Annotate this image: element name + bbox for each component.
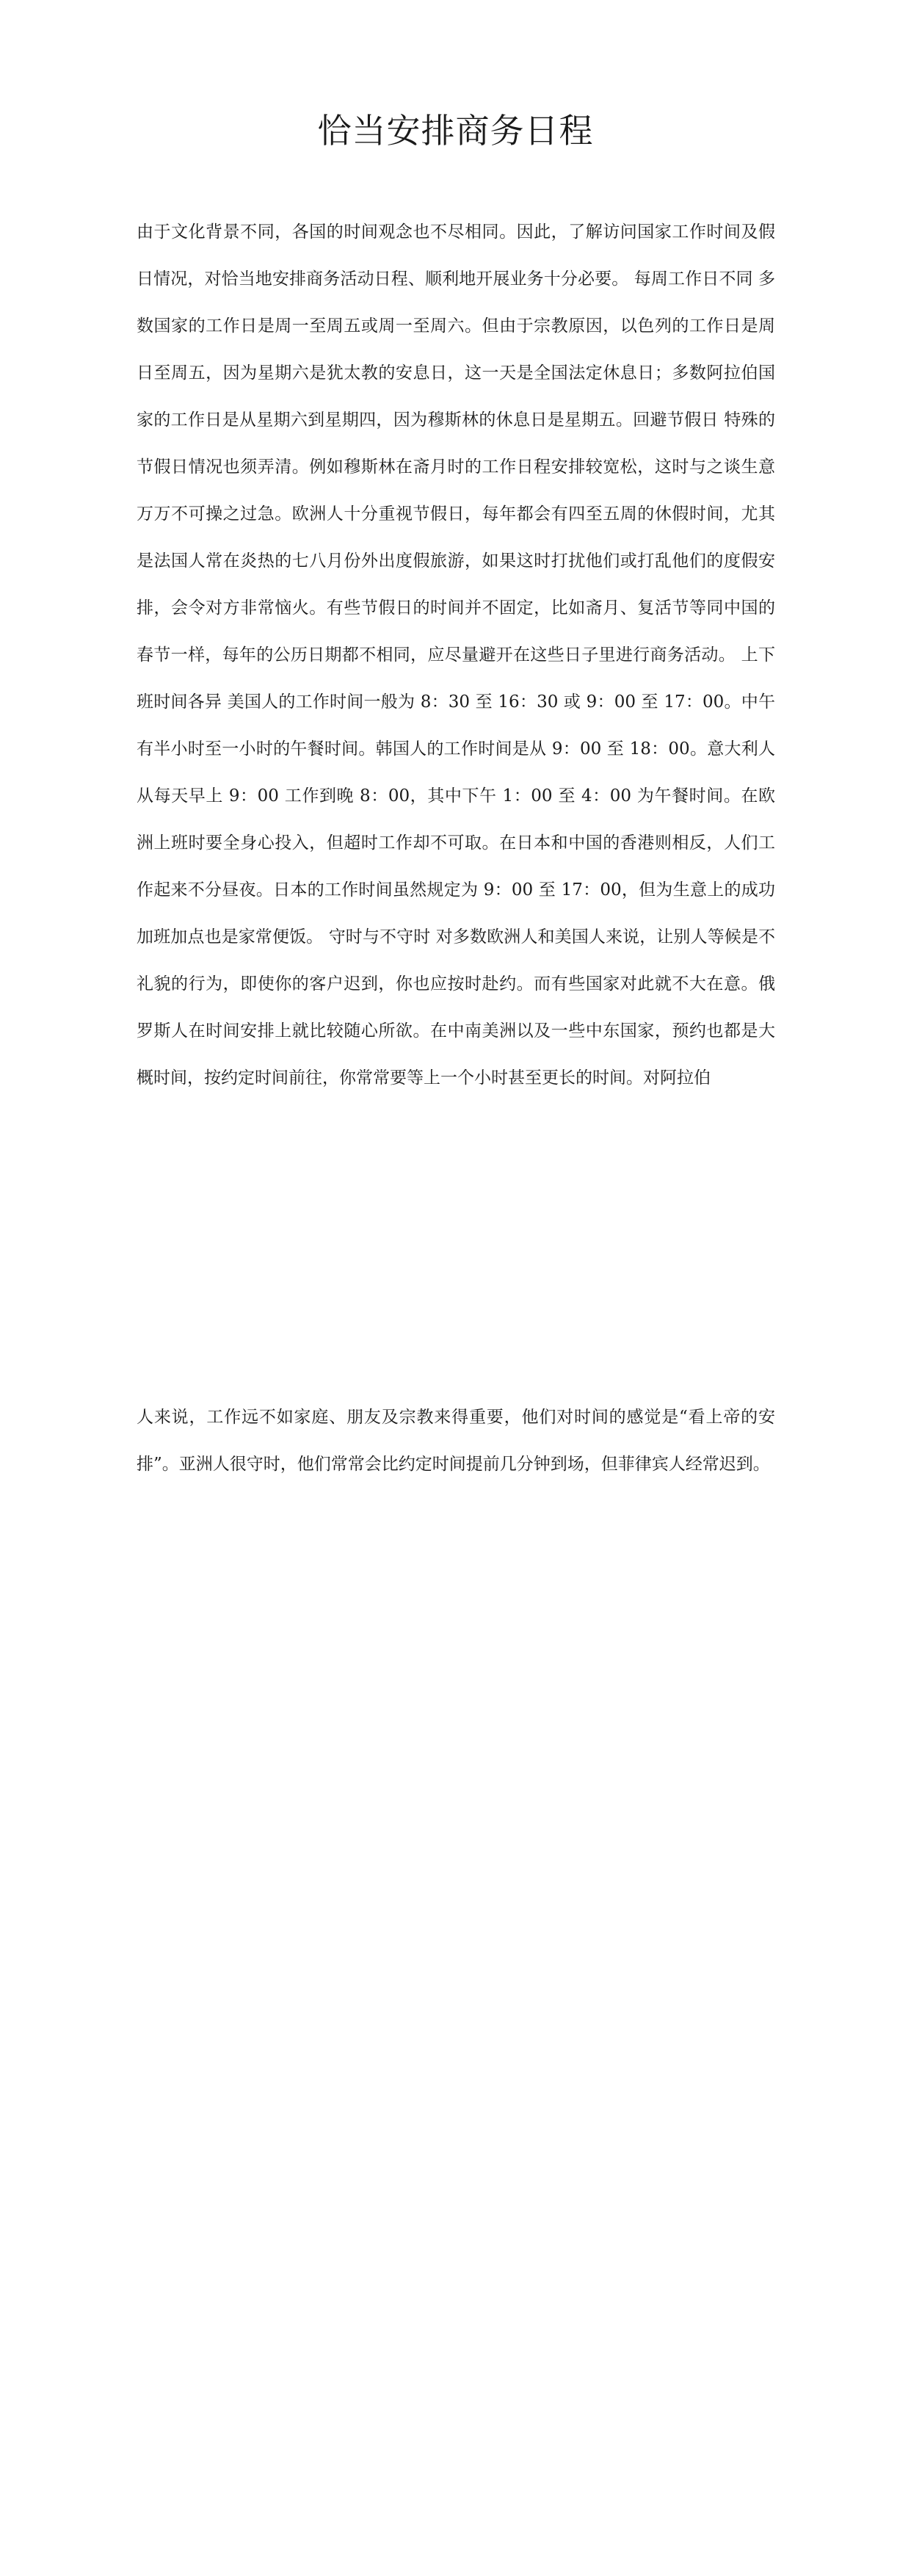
document-title: 恰当安排商务日程: [317, 111, 594, 151]
body-paragraph-2: 人来说，工作远不如家庭、朋友及宗教来得重要，他们对时间的感觉是“看上帝的安排”。亚洲人很守时，他们常常会比约定时间提前几分钟到场，但菲律宾人经常迟到。: [137, 1408, 775, 1474]
body-paragraph-1: 由于文化背景不同，各国的时间观念也不尽相同。因此，了解访问国家工作时间及假日情况，对恰当地安排商务活动日程、顺利地开展业务十分必要。 每周工作日不同 多数国家的工作日是周一至周五或周一至周六。但由于宗教原因，以色列的工作日是周日至周五，因为星期六是犹太教的安息日，这一天是全国法定休息日；多数阿拉伯国家的工作日是从星期六到星期四，因为穆斯林的休息日是星期五。回避节假日 特殊的节假日情况也须弄清。例如穆斯林在斋月时的工作日程安排较宽松，这时与之谈生意万万不可操之过急。欧洲人十分重视节假日，每年都会有四至五周的休假时间，尤其是法国人常在炎热的七八月份外出度假旅游，如果这时打扰他们或打乱他们的度假安排，会令对方非常恼火。有些节假日的时间并不固定，比如斋月、复活节等同中国的春节一样，每年的公历日期都不相同，应尽量避开在这些日子里进行商务活动。 上下班时间各异 美国人的工作时间一般为 8：30 至 16：30 或 9：00 至 17：00。中午有半小时至一小时的午餐时间。韩国人的工作时间是从 9：00 至 18：00。意大利人从每天早上 9：00 工作到晚 8：00，其中下午 1：00 至 4：00 为午餐时间。在欧洲上班时要全身心投入，但超时工作却不可取。在日本和中国的香港则相反，人们工作起来不分昼夜。日本的工作时间虽然规定为 9：00 至 17：00，但为生意上的成功加班加点也是家常便饭。 守时与不守时 对多数欧洲人和美国人来说，让别人等候是不礼貌的行为，即使你的客户迟到，你也应按时赴约。而有些国家对此就不大在意。俄罗斯人在时间安排上就比较随心所欲。在中南美洲以及一些中东国家，预约也都是大概时间，按约定时间前往，你常常要等上一个小时甚至更长的时间。对阿拉伯: [137, 222, 775, 1088]
